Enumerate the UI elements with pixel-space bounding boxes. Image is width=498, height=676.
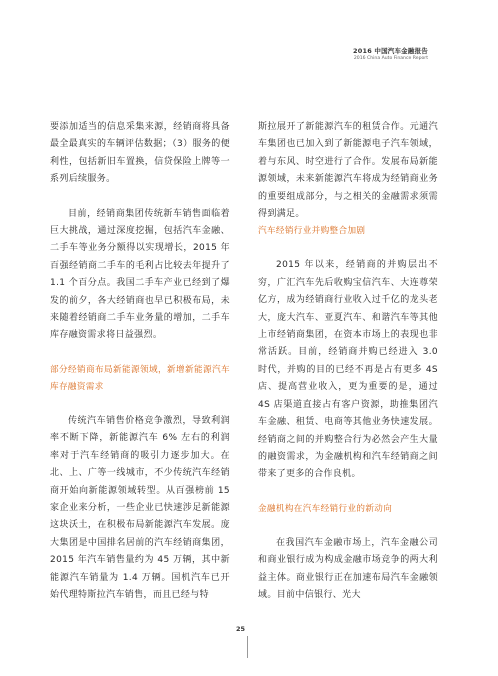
report-title: 2016 中国汽车金融报告	[353, 47, 428, 55]
report-header	[353, 46, 428, 61]
page-number: 25	[236, 625, 246, 633]
left-paragraph-2: 目前，经销商集团传统新车销售面临着巨大挑战，通过深度挖掘，包括汽车金融、二手车等业务分额得以实现增长，2015 年百强经销商二手车的毛利占比较去年提升了 1.1 个百分点。我国二手车产业已经到了爆发的前夕，各大经销商也早已积极布局，未来随着经销商二手车业务量的增加，二手车库存融资需求将日益强烈。	[50, 208, 230, 341]
report-subtitle: 2016 China Auto Finance Report	[353, 56, 428, 61]
paragraph-gap	[50, 189, 230, 206]
paragraph-gap	[258, 518, 438, 535]
paragraph-gap	[50, 345, 230, 362]
paragraph-gap	[258, 484, 438, 501]
page-number-rule	[247, 636, 248, 658]
left-paragraph-3: 传统汽车销售价格竞争激烈，导致利润率不断下降，新能源汽车 6% 左右的利润率对于汽车经销商的吸引力逐步加大。在北、上、广等一线城市，不少传统汽车经销商开始向新能源领域转型。从百强榜前 15 家企业来分析，一些企业已快速涉足新能源这块沃土，在积极布局新能源汽车发展。庞大集团是中国排名居前的汽车经销商集团，2015 年汽车销售量约为 45 万辆，其中新能源汽车销量为 1.4 万辆。国机汽车已开始代理特斯拉汽车销售，而且已经与特	[50, 415, 230, 600]
left-column	[50, 119, 230, 604]
right-paragraph-2: 2015 年以来，经销商的并购层出不穷，广汇汽车先后收购宝信汽车、大连尊荣亿方，成为经销商行业收入过千亿的龙头老大，庞大汽车、亚夏汽车、和谐汽车等其他上市经销商集团，在资本市场上的表现也非常活跃。目前，经销商并购已经进入 3.0 时代，并购的目的已经不再是占有更多 4S 店、提高营业收入，更为重要的是，通过 4S 店渠道直接占有客户资源，助推集团汽车金融、租赁、电商等其他业务快速发展。经销商之间的并购整合行为必然会产生大量的融资需求，为金融机构和汽车经销商之间带来了更多的合作良机。	[258, 260, 438, 480]
paragraph-gap	[50, 396, 230, 413]
section-heading-financial-institutions: 金融机构在汽车经销行业的新动向	[258, 503, 393, 514]
section-heading-mergers: 汽车经销行业并购整合加剧	[258, 226, 366, 237]
section-heading-new-energy: 部分经销商布局新能源领域，新增新能源汽车库存融资需求	[50, 364, 230, 392]
left-paragraph-1: 要添加适当的信息采集来源，经销商将具备最全最真实的车辆评估数据；（3）服务的便利性，包括新旧车置换，信贷保险上牌等一系列后续服务。	[50, 122, 230, 185]
right-paragraph-3: 在我国汽车金融市场上，汽车金融公司和商业银行成为构成金融市场竞争的两大利益主体。商业银行正在加速布局汽车金融领域。目前中信银行、光大	[258, 537, 438, 600]
paragraph-gap	[258, 240, 438, 257]
right-paragraph-1: 斯拉展开了新能源汽车的租赁合作。元通汽车集团也已加入到了新能源电子汽车领域，着与东风、时空进行了合作。发展布局新能源领域，未来新能源汽车将成为经销商业务的重要组成部分，与之相关的金融需求须需得到满足。	[258, 122, 438, 220]
right-column	[258, 119, 438, 604]
